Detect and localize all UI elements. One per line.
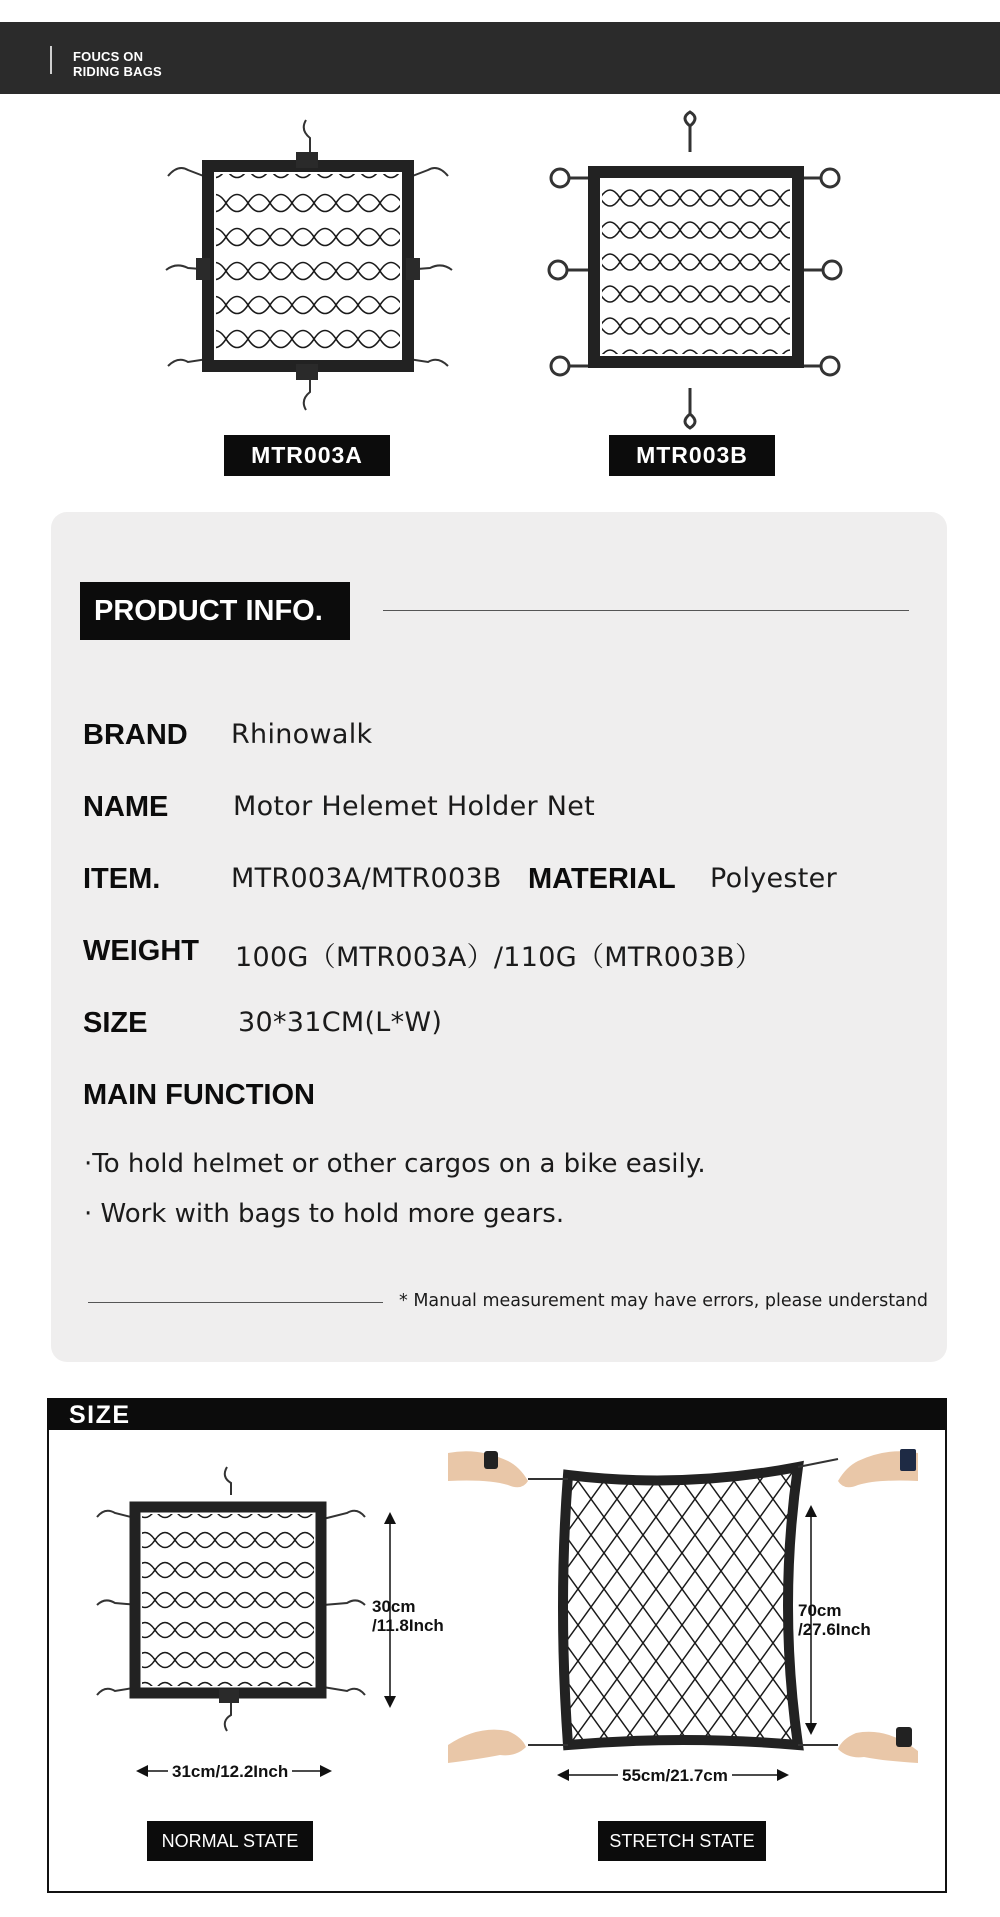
normal-height-label xyxy=(372,1597,444,1635)
header-divider xyxy=(50,46,52,74)
brand-line-2: RIDING BAGS xyxy=(73,64,162,79)
size-key: SIZE xyxy=(83,1007,148,1039)
material-key: MATERIAL xyxy=(528,863,676,895)
function-item: · Work with bags to hold more gears. xyxy=(84,1199,565,1229)
net-normal-image xyxy=(95,1465,375,1735)
product-info-title: PRODUCT INFO. xyxy=(80,582,350,640)
brand-line-1: FOUCS ON xyxy=(73,49,144,64)
model-label-a: MTR003A xyxy=(224,435,390,476)
watch-icon xyxy=(896,1727,912,1747)
name-key: NAME xyxy=(83,791,169,823)
model-label-b: MTR003B xyxy=(609,435,775,476)
net-a-image xyxy=(160,118,460,428)
weight-key: WEIGHT xyxy=(83,935,199,967)
main-function-key: MAIN FUNCTION xyxy=(83,1079,315,1111)
size-header xyxy=(47,1398,947,1430)
stretch-height-label xyxy=(798,1601,871,1639)
stretch-state-label: STRETCH STATE xyxy=(598,1821,766,1861)
normal-width-label: 31cm/12.2Inch xyxy=(168,1762,292,1781)
normal-height-in: /11.8Inch xyxy=(372,1616,444,1635)
name-value: Motor Helemet Holder Net xyxy=(233,791,596,822)
material-value: Polyester xyxy=(710,863,837,894)
brand-value: Rhinowalk xyxy=(231,719,373,750)
size-value: 30*31CM(L*W) xyxy=(238,1007,443,1038)
header-bar xyxy=(0,22,1000,94)
brand-key: BRAND xyxy=(83,719,188,751)
stretch-width-label: 55cm/21.7cm xyxy=(618,1766,732,1785)
watch-icon xyxy=(900,1449,916,1471)
size-title: SIZE xyxy=(69,1401,131,1429)
weight-value: 100G（MTR003A）/110G（MTR003B） xyxy=(235,942,763,973)
header-brand xyxy=(73,49,162,79)
function-item: ·To hold helmet or other cargos on a bike easily. xyxy=(84,1149,706,1179)
watch-icon xyxy=(484,1451,498,1469)
item-value: MTR003A/MTR003B xyxy=(231,863,502,894)
note-rule xyxy=(88,1302,383,1303)
stretch-height-cm: 70cm xyxy=(798,1601,842,1620)
title-rule xyxy=(383,610,909,611)
net-b-image xyxy=(540,118,850,428)
normal-state-label: NORMAL STATE xyxy=(147,1821,313,1861)
item-key: ITEM. xyxy=(83,863,161,895)
normal-height-cm: 30cm xyxy=(372,1597,416,1616)
measurement-note: * Manual measurement may have errors, please understand xyxy=(399,1291,928,1311)
stretch-height-in: /27.6Inch xyxy=(798,1620,871,1639)
